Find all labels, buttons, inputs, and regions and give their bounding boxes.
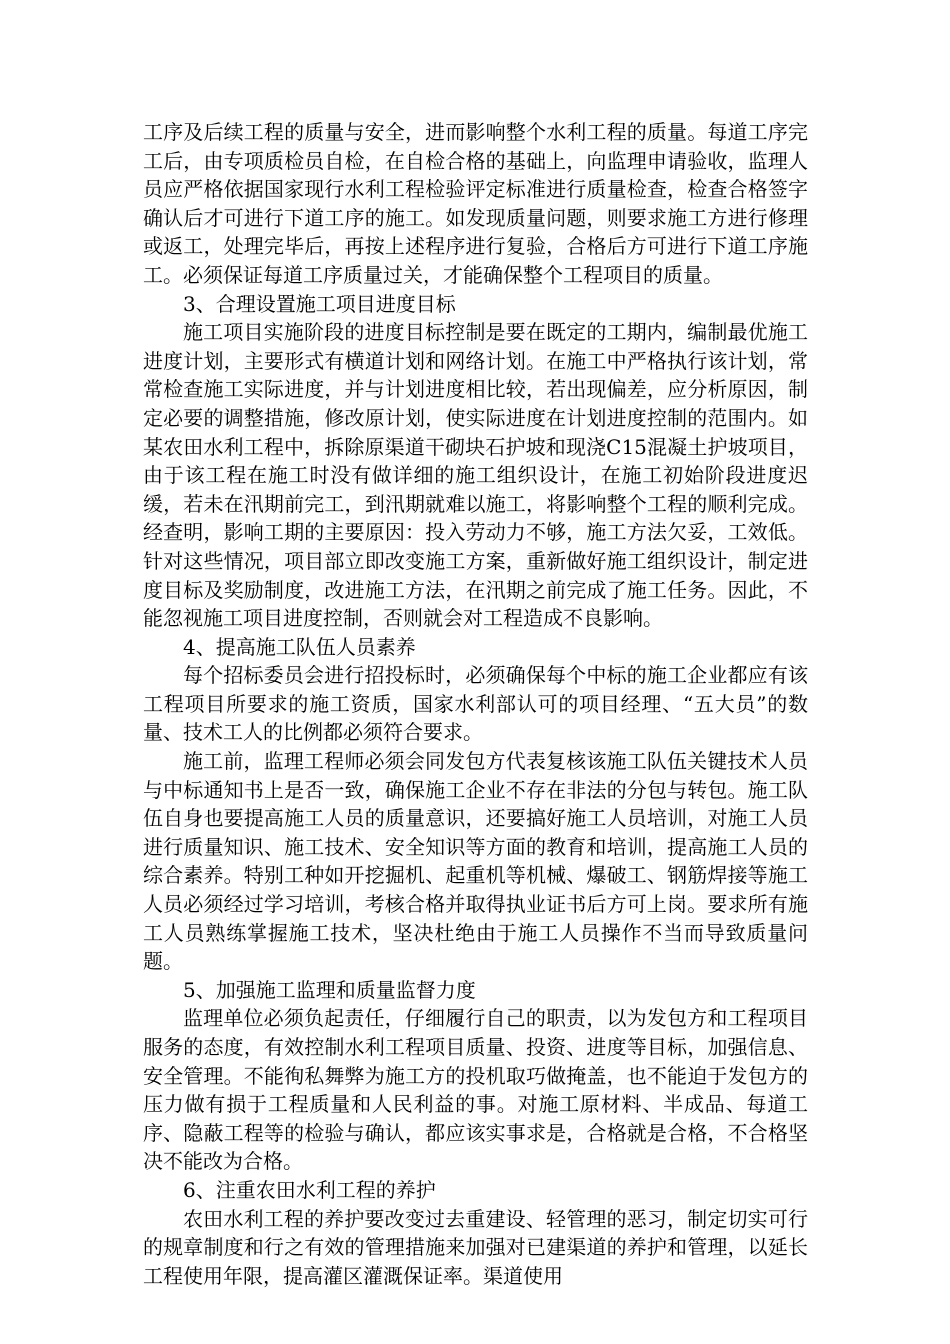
paragraph-staff-training: 施工前，监理工程师必须会同发包方代表复核该施工队伍关键技术人员与中标通知书上是否一致，确保施工企业不存在非法的分包与转包。施工队伍自身也要提高施工人员的质量意识，还要搞好施工人员培训，对施工人员进行质量知识、施工技术、安全知识等方面的教育和培训，提高施工人员的综合素养。特别工种如开挖掘机、起重机等机械、爆破工、钢筋焊接等施工人员必须经过学习培训，考核合格并取得执业证书后方可上岗。要求所有施工人员熟练掌握施工技术，坚决杜绝由于施工人员操作不当而导致质量问题。: [143, 749, 808, 974]
heading-progress-target: 3、合理设置施工项目进度目标: [183, 291, 456, 316]
heading-supervision: 5、加强施工监理和质量监督力度: [183, 977, 476, 1002]
paragraph-maintenance: 农田水利工程的养护要改变过去重建设、轻管理的恶习，制定切实可行的规章制度和行之有效的管理措施来加强对已建渠道的养护和管理，以延长工程使用年限，提高灌区灌溉保证率。渠道使用: [143, 1206, 808, 1288]
paragraph-quality-inspection: 工序及后续工程的质量与安全，进而影响整个水利工程的质量。每道工序完工后，由专项质检员自检，在自检合格的基础上，向监理申请验收，监理人员应严格依据国家现行水利工程检验评定标准进行质量检查，检查合格签字确认后才可进行下道工序的施工。如发现质量问题，则要求施工方进行修理或返工，处理完毕后，再按上述程序进行复验，合格后方可进行下道工序施工。必须保证每道工序质量过关，才能确保整个工程项目的质量。: [143, 120, 808, 287]
heading-maintenance: 6、注重农田水利工程的养护: [183, 1177, 436, 1202]
paragraph-progress-control: 施工项目实施阶段的进度目标控制是要在既定的工期内，编制最优施工进度计划，主要形式有横道计划和网络计划。在施工中严格执行该计划，常常检查施工实际进度，并与计划进度相比较，若出现偏差，应分析原因，制定必要的调整措施，修改原计划，使实际进度在计划进度控制的范围内。如某农田水利工程中，拆除原渠道干砌块石护坡和现浇C15混凝土护坡项目，由于该工程在施工时没有做详细的施工组织设计，在施工初始阶段进度迟缓，若未在汛期前完工，到汛期就难以施工，将影响整个工程的顺利完成。经查明，影响工期的主要原因：投入劳动力不够，施工方法欠妥，工效低。针对这些情况，项目部立即改变施工方案，重新做好施工组织设计，制定进度目标及奖励制度，改进施工方法，在汛期之前完成了施工任务。因此，不能忽视施工项目进度控制，否则就会对工程造成不良影响。: [143, 320, 808, 631]
document-page: [143, 118, 808, 1290]
heading-team-quality: 4、提高施工队伍人员素养: [183, 634, 416, 659]
paragraph-bidding-qualification: 每个招标委员会进行招投标时，必须确保每个中标的施工企业都应有该工程项目所要求的施工资质，国家水利部认可的项目经理、“五大员”的数量、技术工人的比例都必须符合要求。: [143, 663, 808, 745]
paragraph-supervision-duty: 监理单位必须负起责任，仔细履行自己的职责，以为发包方和工程项目服务的态度，有效控制水利工程项目质量、投资、进度等目标，加强信息、安全管理。不能徇私舞弊为施工方的投机取巧做掩盖，也不能迫于发包方的压力做有损于工程质量和人民利益的事。对施工原材料、半成品、每道工序、隐蔽工程等的检验与确认，都应该实事求是，合格就是合格，不合格坚决不能改为合格。: [143, 1006, 808, 1174]
